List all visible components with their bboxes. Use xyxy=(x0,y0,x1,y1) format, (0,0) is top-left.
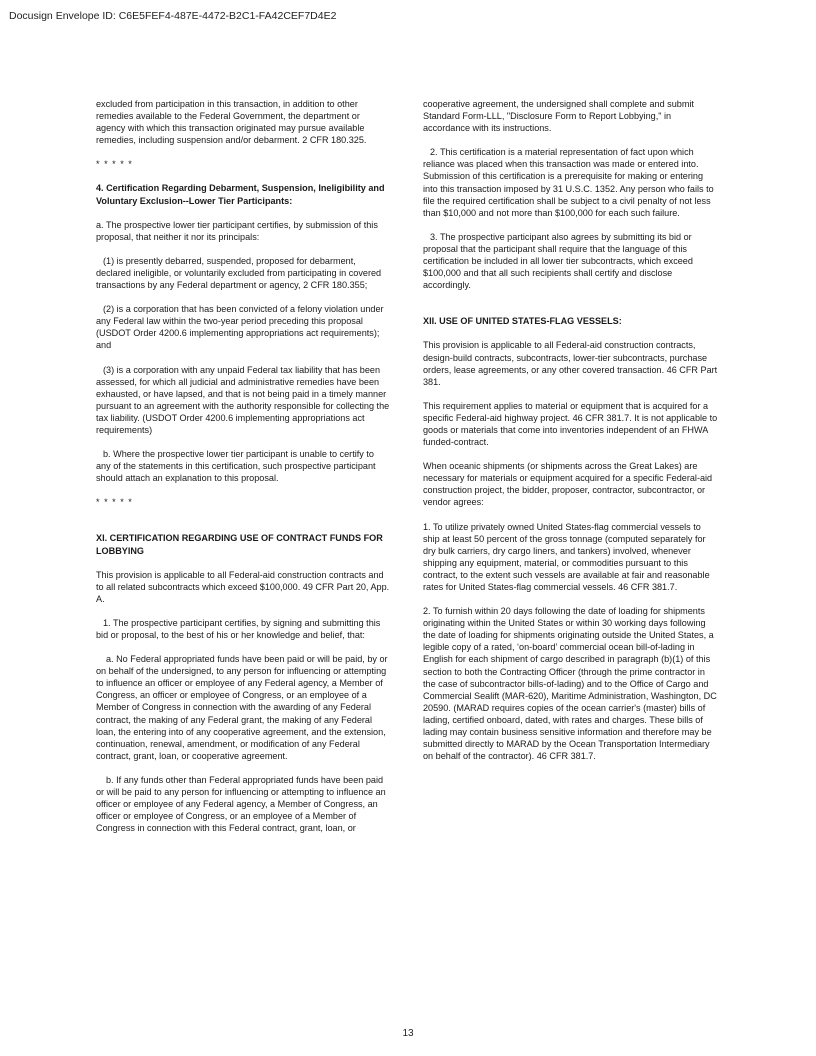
paragraph-xii-applicability: This provision is applicable to all Federal-aid construction contracts, design-build contracts, subcontracts, lower-tier subcontracts, purchase orders, lease agreements, or any other covered transaction. 46 CFR Part 381. xyxy=(423,340,718,387)
paragraph-xii-oceanic: When oceanic shipments (or shipments across the Great Lakes) are necessary for materials or equipment acquired for a specific Federal-aid construction project, the bidder, proposer, contractor, subcontractor, or vendor agrees: xyxy=(423,461,713,508)
section-separator: * * * * * xyxy=(96,159,133,170)
paragraph-b: b. Where the prospective lower tier participant is unable to certify to any of the statements in this certification, such prospective participant should attach an explanation to this proposal. xyxy=(96,449,376,484)
paragraph-xi-3: 3. The prospective participant also agrees by submitting its bid or proposal that the participant shall require that the language of this certification be included in all lower tier subcontracts, which exceed $100,000 and that all such recipients shall certify and disclose accordingly. xyxy=(423,231,693,291)
paragraph-xii-requirement: This requirement applies to material or equipment that is acquired for a specific Federal-aid highway project. 46 CFR 381.7. It is not applicable to goods or materials that come into inventories independent of an FHWA funded-contract. xyxy=(423,400,718,448)
paragraph-a: a. The prospective lower tier participant certifies, by submission of this proposal, that neither it nor its principals: xyxy=(96,219,378,242)
paragraph-xi-b: b. If any funds other than Federal appropriated funds have been paid or will be paid to any person for influencing or attempting to influence an officer or employee of any Federal agency, a Member of Congress, an officer or employee of Congress, or an employee of a Member of Congress in connection with this Federal contract, grant, loan, or xyxy=(96,774,386,834)
page-number: 13 xyxy=(402,1028,414,1039)
paragraph-xi-1: 1. The prospective participant certifies, by signing and submitting this bid or proposal, to the best of his or her knowledge and belief, that: xyxy=(96,617,381,640)
paragraph-xi-intro: This provision is applicable to all Federal-aid construction contracts and to all related subcontracts which exceed $100,000. 49 CFR Part 20, App. A. xyxy=(96,569,390,604)
right-column xyxy=(423,98,720,762)
paragraph-2: (2) is a corporation that has been convicted of a felony violation under any Federal law within the two-year period preceding this proposal (USDOT Order 4200.6 implementing appropriations act requirements); and xyxy=(96,304,384,351)
paragraph-1: (1) is presently debarred, suspended, proposed for debarment, declared ineligible, or voluntarily excluded from participating in covered transactions by any Federal department or agency, 2 CFR 180.355; xyxy=(96,255,382,291)
paragraph-xi-2: 2. This certification is a material representation of fact upon which reliance was placed when this transaction was made or entered into. Submission of this certification is a prerequisite for making or entering into this transaction imposed by 31 U.S.C. 1352. Any person who fails to file the required certification shall be subject to a civil penalty of not less than $10,000 and not more than $100,000 for each such failure. xyxy=(423,147,714,218)
envelope-id: Docusign Envelope ID: C6E5FEF4-487E-4472-B2C1-FA42CEF7D4E2 xyxy=(9,10,337,22)
heading-section-4: 4. Certification Regarding Debarment, Suspension, Ineligibility and Voluntary Exclusion--Lower Tier Participants: xyxy=(96,183,385,206)
paragraph-3: (3) is a corporation with any unpaid Federal tax liability that has been assessed, for which all judicial and administrative remedies have been exhausted, or have lapsed, and that is not being paid in a timely manner pursuant to an agreement with the authority responsible for collecting the tax liability. (USDOT Order 4200.6 implementing appropriations act requirements) xyxy=(96,364,390,435)
left-column xyxy=(96,98,390,834)
heading-section-xii: XII. USE OF UNITED STATES-FLAG VESSELS: xyxy=(423,316,622,327)
paragraph-intro: excluded from participation in this transaction, in addition to other remedies available to the Federal Government, the department or agency with which this transaction originated may pursue available remedies, including suspension and/or debarment. 2 CFR 180.325. xyxy=(96,99,367,146)
paragraph-xii-item-2: 2. To furnish within 20 days following the date of loading for shipments originating within the United States or within 30 working days following the date of loading for shipments originating outside the United States, a legible copy of a rated, ‘on-board’ commercial ocean bill-of-lading in English for each shipment of cargo described in paragraph (b)(1) of this section to both the Contracting Officer (through the prime contractor in the case of subcontractor bills-of-lading) and to the Office of Cargo and Commercial Sealift (MAR-620), Maritime Administration, Washington, DC 20590. (MARAD requires copies of the ocean carrier's (master) bills of lading, certified onboard, dated, with rates and charges. These bills of lading may contain business sensitive information and therefore may be submitted directly to MARAD by the Ocean Transportation Intermediary on behalf of the contractor). 46 CFR 381.7. xyxy=(423,606,717,762)
paragraph-xi-a: a. No Federal appropriated funds have been paid or will be paid, by or on behalf of the undersigned, to any person for influencing or attempting to influence an officer or employee of any Federal agency, a Member of Congress, an officer or employee of Congress, or an employee of a Member of Congress in connection with the awarding of any Federal contract, the making of any Federal grant, the making of any Federal loan, the entering into of any cooperative agreement, and the extension, continuation, renewal, amendment, or modification of any Federal contract, grant, loan, or cooperative agreement. xyxy=(96,654,388,761)
section-separator: * * * * * xyxy=(96,497,133,508)
paragraph-xii-item-1: 1. To utilize privately owned United States-flag commercial vessels to ship at least 50 percent of the gross tonnage (computed separately for dry bulk carriers, dry cargo liners, and tankers) involved, whenever shipping any equipment, material, or commodities pursuant to this contract, to the extent such vessels are available at fair and reasonable rates for United States-flag commercial vessels. 46 CFR 381.7. xyxy=(423,521,710,592)
heading-section-xi: XI. CERTIFICATION REGARDING USE OF CONTRACT FUNDS FOR LOBBYING xyxy=(96,533,383,556)
paragraph-continued: cooperative agreement, the undersigned shall complete and submit Standard Form-LLL, "Disclosure Form to Report Lobbying," in accordance with its instructions. xyxy=(423,99,694,134)
